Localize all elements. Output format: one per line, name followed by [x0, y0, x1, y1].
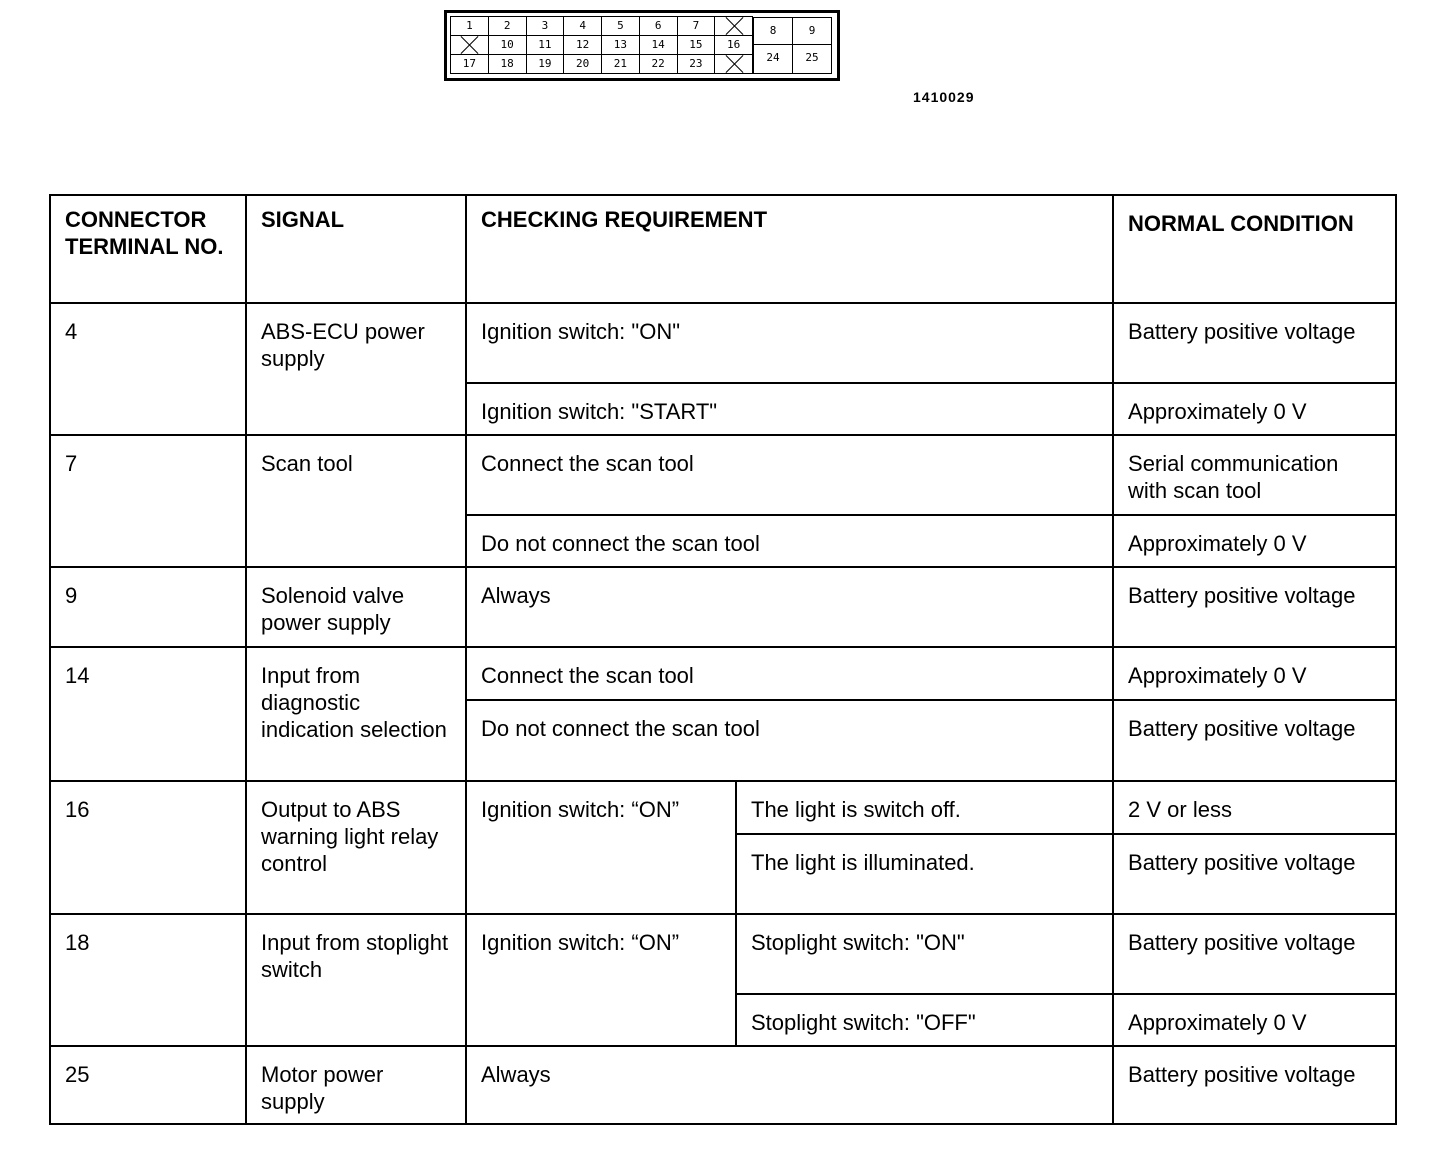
header-terminal: CONNECTOR TERMINAL NO. — [50, 195, 246, 303]
requirement-cell: Connect the scan tool — [466, 435, 1113, 515]
normal-cell: Approximately 0 V — [1113, 994, 1396, 1046]
connector-diagram — [444, 10, 840, 81]
requirement-cell: Do not connect the scan tool — [466, 700, 1113, 780]
pin-7: 7 — [677, 16, 716, 36]
terminal-check-table — [49, 194, 1397, 1125]
signal-cell: Input from diagnostic indication selection — [246, 647, 466, 780]
normal-cell: Battery positive voltage — [1113, 700, 1396, 780]
terminal-cell: 4 — [50, 303, 246, 435]
blank-pin-x-icon — [714, 16, 753, 36]
terminal-cell: 14 — [50, 647, 246, 780]
pin-20: 20 — [563, 54, 602, 74]
table-header-row — [50, 195, 1396, 303]
requirement-main-cell: Ignition switch: “ON” — [466, 781, 736, 914]
pin-21: 21 — [601, 54, 640, 74]
blank-pin-x-icon — [714, 54, 753, 74]
normal-cell: Battery positive voltage — [1113, 303, 1396, 383]
table-row — [50, 435, 1396, 515]
pin-25: 25 — [792, 44, 832, 74]
table-row — [50, 781, 1396, 834]
normal-cell: 2 V or less — [1113, 781, 1396, 834]
pin-23: 23 — [677, 54, 716, 74]
requirement-cell: Do not connect the scan tool — [466, 515, 1113, 567]
normal-cell: Approximately 0 V — [1113, 383, 1396, 435]
connector-large-pins-col-2 — [792, 17, 832, 74]
normal-cell: Battery positive voltage — [1113, 834, 1396, 914]
terminal-cell: 7 — [50, 435, 246, 567]
table-row — [50, 914, 1396, 994]
normal-cell: Battery positive voltage — [1113, 914, 1396, 994]
pin-17: 17 — [450, 54, 489, 74]
requirement-cell: Ignition switch: "START" — [466, 383, 1113, 435]
pin-22: 22 — [639, 54, 678, 74]
requirement-cell: Connect the scan tool — [466, 647, 1113, 700]
requirement-sub-cell: Stoplight switch: "ON" — [736, 914, 1113, 994]
pin-14: 14 — [639, 35, 678, 55]
pin-15: 15 — [677, 35, 716, 55]
terminal-cell: 25 — [50, 1046, 246, 1124]
requirement-main-cell: Ignition switch: “ON” — [466, 914, 736, 1046]
table-row — [50, 567, 1396, 647]
terminal-cell: 9 — [50, 567, 246, 647]
connector-row-1 — [451, 17, 753, 36]
requirement-cell: Ignition switch: "ON" — [466, 303, 1113, 383]
requirement-cell: Always — [466, 1046, 1113, 1124]
pin-19: 19 — [526, 54, 565, 74]
signal-cell: Output to ABS warning light relay control — [246, 781, 466, 914]
terminal-cell: 16 — [50, 781, 246, 914]
pin-6: 6 — [639, 16, 678, 36]
normal-cell: Serial communication with scan tool — [1113, 435, 1396, 515]
requirement-sub-cell: Stoplight switch: "OFF" — [736, 994, 1113, 1046]
normal-cell: Battery positive voltage — [1113, 1046, 1396, 1124]
pin-3: 3 — [526, 16, 565, 36]
signal-cell: Motor power supply — [246, 1046, 466, 1124]
connector-pin-rows — [451, 17, 753, 74]
signal-cell: ABS-ECU power supply — [246, 303, 466, 435]
connector-row-2 — [451, 36, 753, 55]
table-row — [50, 303, 1396, 383]
figure-id: 1410029 — [913, 89, 975, 105]
pin-16: 16 — [714, 35, 753, 55]
pin-1: 1 — [450, 16, 489, 36]
pin-4: 4 — [563, 16, 602, 36]
header-signal: SIGNAL — [246, 195, 466, 303]
signal-cell: Solenoid valve power supply — [246, 567, 466, 647]
connector-large-pins-col-1 — [753, 17, 793, 74]
connector-row-3 — [451, 55, 753, 74]
normal-cell: Approximately 0 V — [1113, 515, 1396, 567]
normal-cell: Approximately 0 V — [1113, 647, 1396, 700]
table-row — [50, 1046, 1396, 1124]
signal-cell: Input from stoplight switch — [246, 914, 466, 1046]
pin-18: 18 — [488, 54, 527, 74]
blank-pin-x-icon — [450, 35, 489, 55]
pin-9: 9 — [792, 17, 832, 45]
pin-2: 2 — [488, 16, 527, 36]
pin-8: 8 — [753, 17, 793, 45]
connector-body — [451, 17, 833, 74]
normal-cell: Battery positive voltage — [1113, 567, 1396, 647]
requirement-sub-cell: The light is switch off. — [736, 781, 1113, 834]
terminal-cell: 18 — [50, 914, 246, 1046]
pin-24: 24 — [753, 44, 793, 74]
signal-cell: Scan tool — [246, 435, 466, 567]
requirement-cell: Always — [466, 567, 1113, 647]
pin-11: 11 — [526, 35, 565, 55]
requirement-sub-cell: The light is illuminated. — [736, 834, 1113, 914]
pin-10: 10 — [488, 35, 527, 55]
pin-13: 13 — [601, 35, 640, 55]
header-requirement: CHECKING REQUIREMENT — [466, 195, 1113, 303]
pin-12: 12 — [563, 35, 602, 55]
table-row — [50, 647, 1396, 700]
header-normal: NORMAL CONDITION — [1113, 195, 1396, 303]
pin-5: 5 — [601, 16, 640, 36]
